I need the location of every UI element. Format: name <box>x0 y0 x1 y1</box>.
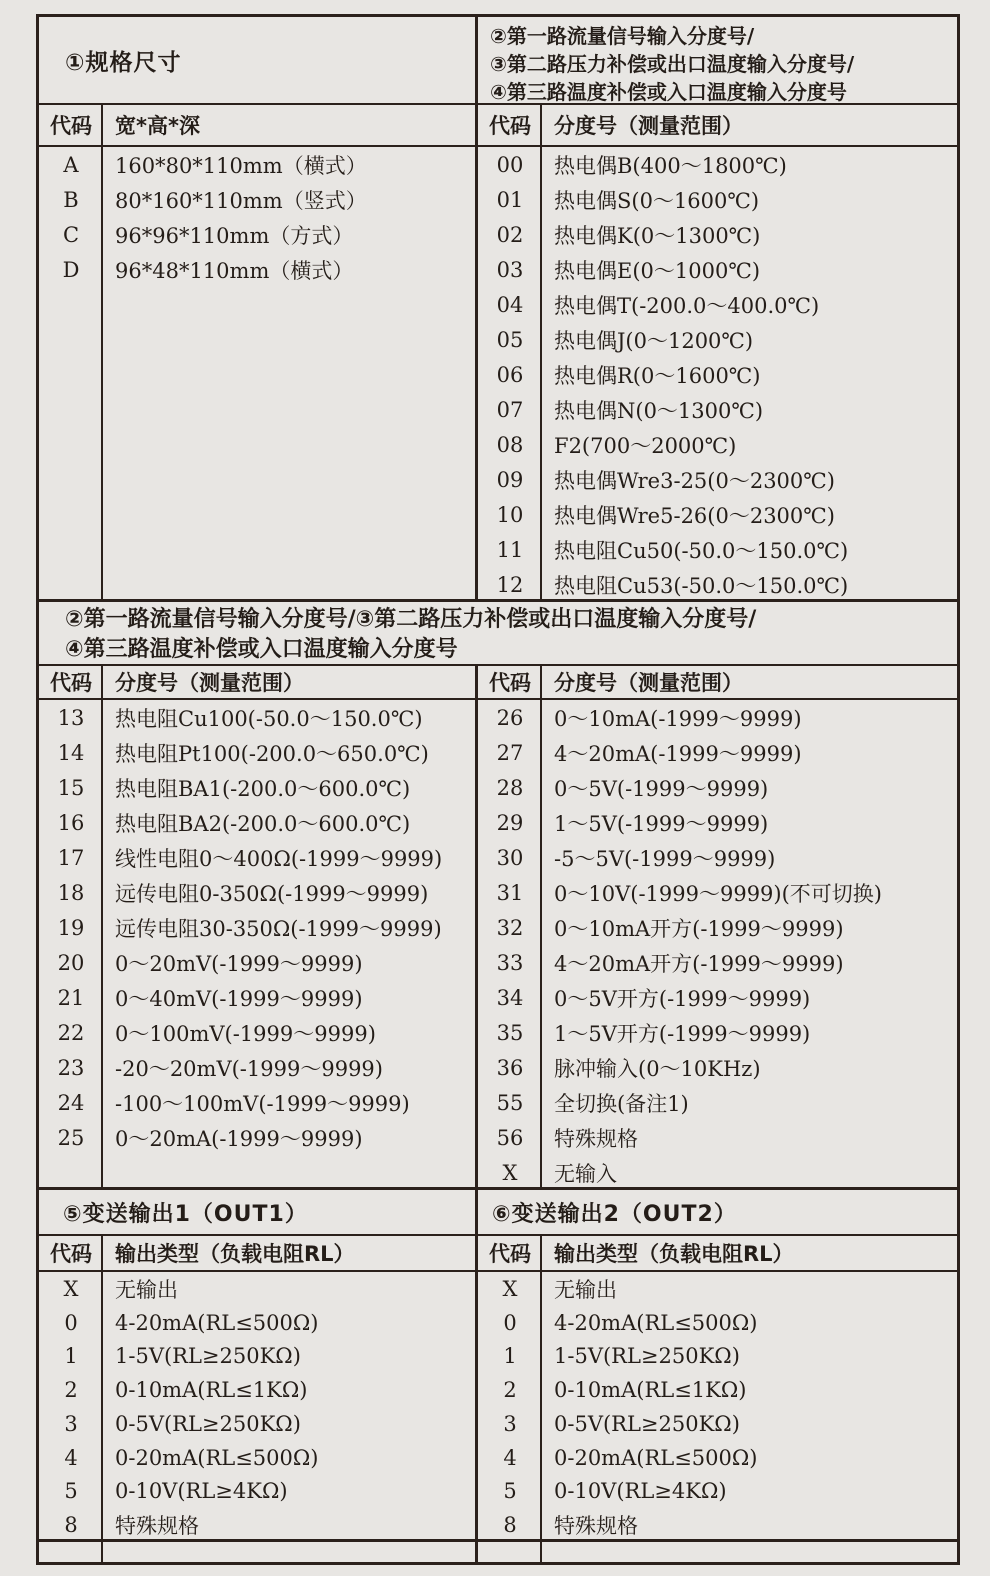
table-row <box>39 217 475 252</box>
range-column-header: 分度号（测量范围） <box>554 114 743 138</box>
section-titles-row <box>39 17 957 105</box>
output-type-column-header: 输出类型（负载电阻RL） <box>115 1242 355 1266</box>
row-code: 1 <box>503 1344 517 1369</box>
row-desc: 远传电阻0-350Ω(-1999～9999) <box>115 881 429 906</box>
band-line-1: ②第一路流量信号输入分度号/③第二路压力补偿或出口温度输入分度号/ <box>65 607 757 632</box>
table-row <box>478 1441 957 1475</box>
row-desc: 80*160*110mm（竖式） <box>115 188 367 213</box>
row-code: 20 <box>57 950 85 975</box>
out2-header <box>478 1236 957 1270</box>
row-desc: 4～20mA开方(-1999～9999) <box>554 951 844 976</box>
row-code: 02 <box>496 222 524 247</box>
row-desc: -20～20mV(-1999～9999) <box>115 1056 383 1081</box>
row-code: 4 <box>503 1445 517 1470</box>
range-column-header: 分度号（测量范围） <box>115 671 304 695</box>
row-code: 11 <box>496 537 524 562</box>
row-code: 5 <box>503 1479 517 1504</box>
input-title-line-1: ②第一路流量信号输入分度号/ <box>490 24 755 48</box>
table-row <box>39 1508 475 1542</box>
out1-header <box>39 1236 475 1270</box>
row-desc: 无输出 <box>115 1277 178 1302</box>
code-column-header: 代码 <box>489 1242 531 1266</box>
row-code: X <box>502 1276 518 1301</box>
out1-rows <box>39 1272 475 1539</box>
row-desc: 4～20mA(-1999～9999) <box>554 741 802 766</box>
row-code: A <box>63 152 79 177</box>
table-row <box>478 217 957 252</box>
row-code: C <box>62 222 80 247</box>
row-code: 24 <box>57 1090 85 1115</box>
row-desc: 0-5V(RL≥250KΩ) <box>115 1411 301 1436</box>
table-row <box>39 1085 475 1120</box>
table-row <box>39 840 475 875</box>
table-row <box>39 770 475 805</box>
row-desc: 热电阻BA1(-200.0～600.0℃) <box>115 776 411 801</box>
row-code: 21 <box>57 985 85 1010</box>
table-row <box>39 182 475 217</box>
row-desc: 96*48*110mm（横式） <box>115 258 354 283</box>
row-desc: 热电偶B(400～1800℃) <box>554 153 787 178</box>
out2-title: ⑥变送输出2（OUT2） <box>492 1201 737 1227</box>
row-desc: 热电偶Wre5-26(0～2300℃) <box>554 503 835 528</box>
divider <box>101 105 103 145</box>
lower-table-body <box>39 700 957 1190</box>
table-row <box>478 770 957 805</box>
row-code: 22 <box>57 1020 85 1045</box>
row-code: 00 <box>496 152 524 177</box>
table-row <box>478 287 957 322</box>
code-column-header: 代码 <box>50 671 92 695</box>
row-code: 07 <box>496 397 524 422</box>
input-lower-right-header <box>478 666 957 698</box>
input-upper-table-body <box>478 147 957 599</box>
row-desc: 160*80*110mm（横式） <box>115 153 367 178</box>
row-desc: 线性电阻0～400Ω(-1999～9999) <box>115 846 443 871</box>
row-desc: 无输入 <box>554 1161 617 1186</box>
row-desc: 0-10V(RL≥4KΩ) <box>554 1479 727 1504</box>
row-desc: 热电阻BA2(-200.0～600.0℃) <box>115 811 411 836</box>
table-row <box>478 182 957 217</box>
table-row <box>478 1407 957 1441</box>
section-title-size: ①规格尺寸 <box>65 49 182 76</box>
row-code: 2 <box>64 1378 78 1403</box>
row-desc: 远传电阻30-350Ω(-1999～9999) <box>115 916 442 941</box>
divider <box>101 666 103 698</box>
next-section-left <box>39 1542 475 1562</box>
table-row <box>478 1508 957 1542</box>
row-code: 33 <box>496 950 524 975</box>
range-column-header: 分度号（测量范围） <box>554 671 743 695</box>
table-row <box>478 567 957 602</box>
table-row <box>478 1085 957 1120</box>
divider <box>101 1236 103 1270</box>
spec-header <box>39 105 475 145</box>
row-code: 36 <box>496 1055 524 1080</box>
row-desc: 1～5V开方(-1999～9999) <box>554 1021 811 1046</box>
table-row <box>478 1050 957 1085</box>
row-code: 4 <box>64 1445 78 1470</box>
input-lower-right-body <box>478 700 957 1187</box>
table-row <box>39 1272 475 1306</box>
row-code: 1 <box>64 1344 78 1369</box>
row-code: 04 <box>496 292 524 317</box>
out1-body <box>39 1272 475 1539</box>
ordering-spec-table <box>36 14 960 1565</box>
row-code: 28 <box>496 775 524 800</box>
input-title-line-2: ③第二路压力补偿或出口温度输入分度号/ <box>490 52 855 76</box>
row-desc: 0～100mV(-1999～9999) <box>115 1021 376 1046</box>
row-code: 30 <box>496 845 524 870</box>
row-code: 0 <box>503 1310 517 1335</box>
row-desc: 1-5V(RL≥250KΩ) <box>554 1344 740 1369</box>
row-desc: 热电阻Cu50(-50.0～150.0℃) <box>554 538 849 563</box>
row-desc: 0-10V(RL≥4KΩ) <box>115 1479 288 1504</box>
upper-column-headers <box>39 105 957 147</box>
next-section-right <box>478 1542 957 1562</box>
row-desc: 4-20mA(RL≤500Ω) <box>115 1310 319 1335</box>
lower-column-headers <box>39 666 957 700</box>
row-code: 3 <box>64 1411 78 1436</box>
output-section-titles <box>39 1190 957 1236</box>
divider <box>540 105 542 145</box>
row-code: 03 <box>496 257 524 282</box>
row-code: 26 <box>496 705 524 730</box>
table-row <box>39 1340 475 1374</box>
row-code: 3 <box>503 1411 517 1436</box>
row-desc: F2(700～2000℃) <box>554 433 737 458</box>
row-code: 10 <box>496 502 524 527</box>
row-code: 8 <box>64 1513 78 1538</box>
row-desc: 0～10mA(-1999～9999) <box>554 706 802 731</box>
table-row <box>39 980 475 1015</box>
row-code: 18 <box>57 880 85 905</box>
table-row <box>39 1050 475 1085</box>
row-code: 05 <box>496 327 524 352</box>
input-lower-left-body <box>39 700 475 1187</box>
out2-title-cell <box>478 1190 957 1234</box>
table-row <box>39 1475 475 1509</box>
table-row <box>478 1475 957 1509</box>
table-row <box>478 735 957 770</box>
upper-table-body <box>39 147 957 602</box>
input-upper-header <box>478 105 957 145</box>
row-desc: 0～20mV(-1999～9999) <box>115 951 363 976</box>
row-code: 15 <box>57 775 85 800</box>
input-lower-left-header <box>39 666 475 698</box>
row-desc: 4-20mA(RL≤500Ω) <box>554 1310 758 1335</box>
row-desc: 0～5V开方(-1999～9999) <box>554 986 811 1011</box>
table-row <box>478 1373 957 1407</box>
table-row <box>478 805 957 840</box>
input-upper-rows <box>478 147 957 599</box>
row-desc: 热电阻Cu53(-50.0～150.0℃) <box>554 573 849 598</box>
table-row <box>478 147 957 182</box>
row-desc: -5～5V(-1999～9999) <box>554 846 776 871</box>
row-desc: 0～40mV(-1999～9999) <box>115 986 363 1011</box>
row-code: 14 <box>57 740 85 765</box>
row-desc: 特殊规格 <box>115 1514 199 1539</box>
table-row <box>478 945 957 980</box>
row-code: 29 <box>496 810 524 835</box>
spec-rows <box>39 147 475 599</box>
input-lower-left-rows <box>39 700 475 1187</box>
table-row <box>478 910 957 945</box>
row-desc: 0～10mA开方(-1999～9999) <box>554 916 844 941</box>
table-row <box>478 322 957 357</box>
row-code: 8 <box>503 1513 517 1538</box>
out1-title-cell <box>39 1190 475 1234</box>
table-row <box>478 1155 957 1190</box>
row-desc: 热电偶T(-200.0～400.0℃) <box>554 293 820 318</box>
spec-table-body <box>39 147 475 599</box>
divider <box>540 1236 542 1270</box>
size-column-header: 宽*高*深 <box>115 114 200 138</box>
divider <box>540 666 542 698</box>
table-row <box>478 532 957 567</box>
table-row <box>39 805 475 840</box>
row-code: 31 <box>496 880 524 905</box>
row-desc: 脉冲输入(0～10KHz) <box>554 1056 761 1081</box>
row-code: 56 <box>496 1125 524 1150</box>
band-line-2: ④第三路温度补偿或入口温度输入分度号 <box>65 637 458 662</box>
table-row <box>39 1373 475 1407</box>
table-row <box>39 700 475 735</box>
row-desc: 0-20mA(RL≤500Ω) <box>115 1445 319 1470</box>
row-desc: 热电偶Wre3-25(0～2300℃) <box>554 468 835 493</box>
row-code: D <box>62 257 80 282</box>
out2-rows <box>478 1272 957 1539</box>
row-code: 0 <box>64 1310 78 1335</box>
divider <box>540 1542 542 1562</box>
section-title-inputs-cell <box>478 17 957 103</box>
row-code: 2 <box>503 1378 517 1403</box>
table-row <box>39 735 475 770</box>
row-desc: 热电偶N(0～1300℃) <box>554 398 764 423</box>
table-row <box>478 840 957 875</box>
row-desc: 0～5V(-1999～9999) <box>554 776 769 801</box>
row-code: 55 <box>496 1090 524 1115</box>
next-section-cutoff <box>39 1542 957 1562</box>
table-row <box>39 875 475 910</box>
table-row <box>39 1306 475 1340</box>
row-desc: 热电阻Cu100(-50.0～150.0℃) <box>115 706 423 731</box>
row-code: 17 <box>57 845 85 870</box>
row-desc: 热电偶R(0～1600℃) <box>554 363 761 388</box>
row-code: X <box>63 1276 79 1301</box>
row-code: 06 <box>496 362 524 387</box>
code-column-header: 代码 <box>489 671 531 695</box>
row-code: B <box>63 187 79 212</box>
row-code: 19 <box>57 915 85 940</box>
row-code: 23 <box>57 1055 85 1080</box>
output-table-body <box>39 1272 957 1542</box>
table-row <box>478 1306 957 1340</box>
table-row <box>478 427 957 462</box>
row-desc: 0-10mA(RL≤1KΩ) <box>115 1378 308 1403</box>
table-row <box>478 462 957 497</box>
section-title-size-cell <box>39 17 475 103</box>
table-row <box>39 1407 475 1441</box>
table-row <box>478 875 957 910</box>
code-column-header: 代码 <box>489 114 531 138</box>
table-row <box>39 147 475 182</box>
row-code: 34 <box>496 985 524 1010</box>
row-desc: 96*96*110mm（方式） <box>115 223 354 248</box>
row-desc: 0-20mA(RL≤500Ω) <box>554 1445 758 1470</box>
row-desc: 0-10mA(RL≤1KΩ) <box>554 1378 747 1403</box>
code-column-header: 代码 <box>50 1242 92 1266</box>
row-code: 12 <box>496 572 524 597</box>
row-code: 27 <box>496 740 524 765</box>
row-code: X <box>502 1160 518 1185</box>
table-row <box>478 392 957 427</box>
table-row <box>478 700 957 735</box>
row-code: 5 <box>64 1479 78 1504</box>
row-desc: -100～100mV(-1999～9999) <box>115 1091 410 1116</box>
row-code: 13 <box>57 705 85 730</box>
row-desc: 1-5V(RL≥250KΩ) <box>115 1344 301 1369</box>
table-row <box>39 1441 475 1475</box>
table-row <box>478 980 957 1015</box>
row-desc: 全切换(备注1) <box>554 1091 689 1116</box>
table-row <box>478 1340 957 1374</box>
row-code: 08 <box>496 432 524 457</box>
output-column-headers <box>39 1236 957 1272</box>
row-desc: 特殊规格 <box>554 1514 638 1539</box>
input-section-band <box>39 602 957 666</box>
table-row <box>39 252 475 287</box>
row-desc: 热电偶J(0～1200℃) <box>554 328 754 353</box>
row-desc: 热电阻Pt100(-200.0～650.0℃) <box>115 741 429 766</box>
row-desc: 0～10V(-1999～9999)(不可切换) <box>554 881 883 906</box>
table-row <box>39 1120 475 1155</box>
divider <box>101 1542 103 1562</box>
table-row <box>39 910 475 945</box>
out1-title: ⑤变送输出1（OUT1） <box>63 1201 308 1227</box>
output-type-column-header: 输出类型（负载电阻RL） <box>554 1242 794 1266</box>
row-desc: 热电偶E(0～1000℃) <box>554 258 761 283</box>
table-row <box>478 357 957 392</box>
table-row <box>39 945 475 980</box>
table-row <box>478 1015 957 1050</box>
table-row <box>478 252 957 287</box>
row-desc: 热电偶S(0～1600℃) <box>554 188 760 213</box>
row-desc: 无输出 <box>554 1277 617 1302</box>
row-code: 09 <box>496 467 524 492</box>
row-desc: 热电偶K(0～1300℃) <box>554 223 761 248</box>
row-code: 01 <box>496 187 524 212</box>
row-desc: 1～5V(-1999～9999) <box>554 811 769 836</box>
input-title-line-3: ④第三路温度补偿或入口温度输入分度号 <box>490 80 847 104</box>
table-row <box>478 1272 957 1306</box>
table-row <box>478 1120 957 1155</box>
row-code: 35 <box>496 1020 524 1045</box>
row-code: 32 <box>496 915 524 940</box>
code-column-header: 代码 <box>50 114 92 138</box>
row-code: 16 <box>57 810 85 835</box>
table-row <box>39 1015 475 1050</box>
out2-body <box>478 1272 957 1539</box>
row-code: 25 <box>57 1125 85 1150</box>
input-lower-right-rows <box>478 700 957 1187</box>
row-desc: 特殊规格 <box>554 1126 638 1151</box>
row-desc: 0～20mA(-1999～9999) <box>115 1126 363 1151</box>
table-row <box>478 497 957 532</box>
row-desc: 0-5V(RL≥250KΩ) <box>554 1411 740 1436</box>
